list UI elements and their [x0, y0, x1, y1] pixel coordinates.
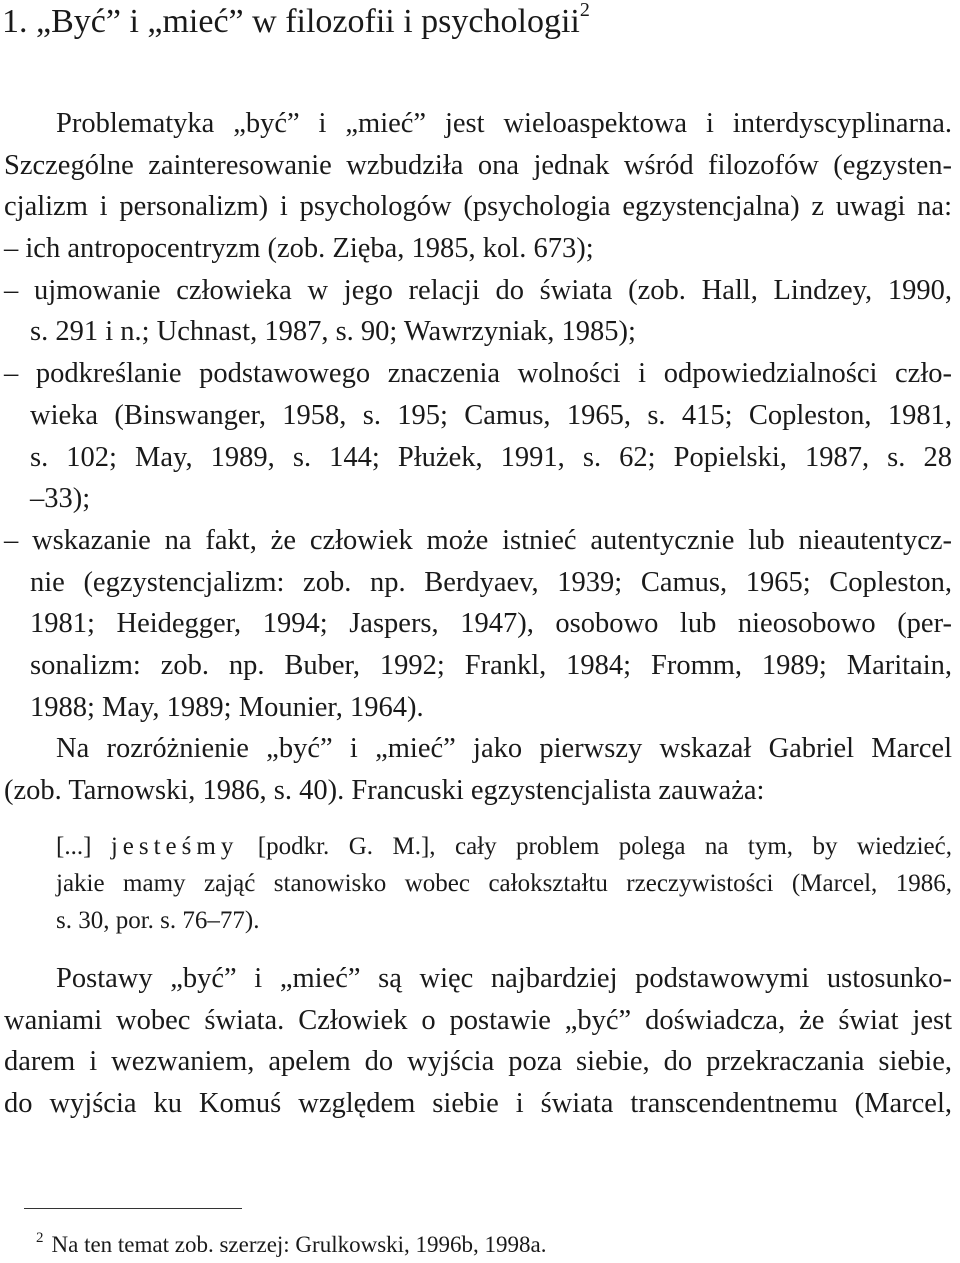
footnote-reference: 2	[579, 0, 590, 21]
text-line: cjalizm i personalizm) i psychologów (psychologia egzystencjalna) z uwagi na:	[4, 191, 952, 223]
text-line: waniami wobec świata. Człowiek o postawie „być” doświadcza, że świat jest	[4, 1004, 952, 1036]
paragraph-intro	[4, 103, 952, 812]
list-item-continuation: s. 102; May, 1989, s. 144; Płużek, 1991, s. 62; Popielski, 1987, s. 28	[30, 441, 952, 473]
quote-line: s. 30, por. s. 76–77).	[56, 907, 260, 934]
section-title: „Być” i „mieć” w filozofii i psychologii	[36, 3, 580, 40]
list-item: – podkreślanie podstawowego znaczenia wolności i odpowiedzialności czło-	[4, 358, 952, 390]
section-number: 1.	[2, 3, 28, 40]
quote-line	[56, 828, 952, 865]
list-item-continuation: wieka (Binswanger, 1958, s. 195; Camus, 1965, s. 415; Copleston, 1981,	[30, 399, 952, 431]
list-item-continuation: nie (egzystencjalizm: zob. np. Berdyaev, 1939; Camus, 1965; Copleston,	[30, 566, 952, 598]
list-item-continuation: s. 291 i n.; Uchnast, 1987, s. 90; Wawrzyniak, 1985);	[30, 316, 636, 348]
paragraph-conclusion	[4, 958, 952, 1125]
list-item-continuation: 1981; Heidegger, 1994; Jaspers, 1947), osobowo lub nieosobowo (per-	[30, 608, 952, 640]
footnote-number: 2	[36, 1230, 44, 1246]
footnote	[36, 1230, 547, 1260]
quote-text: [podkr. G. M.], cały problem polega na tym, by wiedzieć,	[257, 833, 952, 860]
list-item-continuation: 1988; May, 1989; Mounier, 1964).	[30, 691, 424, 723]
list-item: – wskazanie na fakt, że człowiek może istnieć autentycznie lub nieautentycz-	[4, 524, 952, 556]
footnote-text: Na ten temat zob. szerzej: Grulkowski, 1996b, 1998a.	[51, 1232, 547, 1257]
text-line: Postawy „być” i „mieć” są więc najbardziej podstawowymi ustosunko-	[56, 963, 952, 994]
text-line: Na rozróżnienie „być” i „mieć” jako pierwszy wskazał Gabriel Marcel	[56, 733, 952, 765]
list-item: – ujmowanie człowieka w jego relacji do świata (zob. Hall, Lindzey, 1990,	[4, 274, 952, 306]
quote-line: jakie mamy zająć stanowisko wobec całokształtu rzeczywistości (Marcel, 1986,	[56, 870, 952, 897]
list-item-continuation: –33);	[30, 483, 91, 515]
spaced-emphasis: jesteśmy	[110, 833, 239, 860]
text-line: Szczególne zainteresowanie wzbudziła ona jednak wśród filozofów (egzysten-	[4, 149, 952, 181]
section-heading	[2, 2, 590, 42]
text-line: do wyjścia ku Komuś względem siebie i świata transcendentnemu (Marcel,	[4, 1088, 952, 1120]
quote-text: [...]	[56, 833, 92, 860]
text-line: (zob. Tarnowski, 1986, s. 40). Francuski egzystencjalista zauważa:	[4, 775, 765, 806]
text-line: darem i wezwaniem, apelem do wyjścia poza siebie, do przekraczania siebie,	[4, 1046, 952, 1078]
footnote-divider	[24, 1208, 242, 1209]
block-quote	[56, 828, 952, 939]
text-line: Problematyka „być” i „mieć” jest wieloaspektowa i interdyscyplinarna.	[56, 108, 952, 139]
list-item: – ich antropocentryzm (zob. Zięba, 1985, kol. 673);	[4, 233, 594, 265]
list-item-continuation: sonalizm: zob. np. Buber, 1992; Frankl, 1984; Fromm, 1989; Maritain,	[30, 649, 952, 681]
